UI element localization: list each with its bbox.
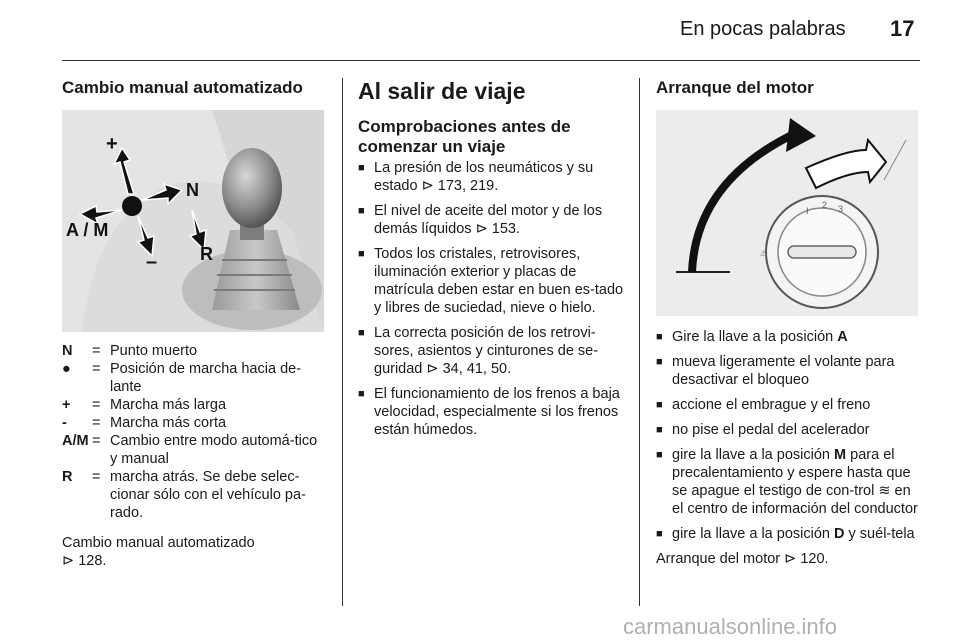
legend-row — [62, 432, 327, 468]
start-step: ■ mueva ligeramente el volante para desactivar el bloqueo — [656, 353, 922, 389]
ignition-diagram — [656, 110, 918, 316]
engine-start-reference: Arranque del motor ⊳ 120. — [656, 551, 829, 567]
middle-column — [358, 78, 626, 446]
svg-text:2: 2 — [822, 200, 828, 210]
column-divider-1 — [342, 78, 343, 606]
key-position: A — [837, 329, 848, 345]
legend-row — [62, 396, 327, 414]
neutral-label: N — [186, 180, 199, 200]
legend-symbol: ● — [62, 361, 71, 377]
section-heading-trip: Al salir de viaje — [358, 78, 526, 104]
legend-equals: = — [92, 433, 101, 449]
am-label: A / M — [66, 220, 109, 240]
minus-label: – — [146, 251, 158, 273]
legend-text: marcha atrás. Se debe selec-cionar sólo con el vehículo pa-rado. — [110, 469, 306, 521]
legend-equals: = — [92, 361, 101, 377]
check-item: ■ Todos los cristales, retrovisores, iluminación exterior y placas de matrícula deben estar en buen es-tado y libres de suciedad, nieve o hielo. — [358, 245, 626, 317]
watermark-text: carmanualsonline.info — [623, 614, 838, 639]
legend-text: Marcha más larga — [110, 397, 227, 413]
page-reference: 153. — [491, 221, 520, 237]
gear-lever-diagram — [62, 110, 324, 332]
legend-symbol: + — [62, 397, 71, 413]
start-step: ■ Gire la llave a la posición A — [656, 328, 922, 346]
check-item: ■ La presión de los neumáticos y su estado ⊳ 173, 219. — [358, 159, 626, 195]
start-step: ■ gire la llave a la posición D y suél-tela — [656, 525, 922, 543]
start-step: ■ gire la llave a la posición M para el precalentamiento y espere hasta que se apague el testigo de con-trol ≋ en el centro de información del conductor — [656, 446, 922, 518]
legend-symbol: - — [62, 415, 67, 431]
svg-text:⚠: ⚠ — [760, 249, 768, 258]
page-reference: 120. — [800, 551, 829, 567]
legend-row — [62, 414, 327, 432]
subheading-checks: Comprobaciones antes de comenzar un viaje — [358, 117, 571, 156]
svg-text:3: 3 — [838, 204, 844, 214]
check-item: ■ La correcta posición de los retrovi-sores, asientos y cinturones de se-guridad ⊳ 34, 41, 50. — [358, 324, 626, 378]
running-header: En pocas palabras — [680, 18, 846, 40]
legend-symbol: A/M — [62, 433, 89, 449]
ref-glyph: ⊳ — [62, 553, 75, 569]
legend-symbol: N — [62, 343, 73, 359]
page-reference: 128. — [78, 553, 107, 569]
reverse-label: R — [200, 244, 213, 264]
legend-row — [62, 360, 327, 396]
ref-glyph: ⊳ — [426, 361, 439, 377]
start-step: ■ accione el embrague y el freno — [656, 396, 922, 414]
legend-row — [62, 342, 327, 360]
gearshift-reference: Cambio manual automatizado ⊳ 128. — [62, 535, 255, 569]
ref-glyph: ⊳ — [421, 178, 434, 194]
right-column — [656, 78, 922, 568]
ref-glyph: ⊳ — [784, 551, 797, 567]
legend-equals: = — [92, 343, 101, 359]
legend-row — [62, 468, 327, 522]
page-reference: 173, 219. — [437, 178, 499, 194]
legend-text: Cambio entre modo automá-tico y manual — [110, 433, 318, 467]
ignition-illustration — [656, 110, 918, 316]
legend-equals: = — [92, 469, 101, 485]
legend-text: Posición de marcha hacia de-lante — [110, 361, 302, 395]
check-item: ■ El nivel de aceite del motor y de los demás líquidos ⊳ 153. — [358, 202, 626, 238]
legend-text: Punto muerto — [110, 343, 198, 359]
legend-symbol: R — [62, 469, 73, 485]
column-divider-2 — [639, 78, 640, 606]
plus-label: + — [106, 133, 118, 155]
left-column — [62, 78, 327, 570]
checks-list — [358, 159, 626, 439]
gearshift-illustration — [62, 110, 324, 332]
page-number: 17 — [890, 16, 915, 41]
check-item: ■ El funcionamiento de los frenos a baja velocidad, especialmente si los frenos están húmedos. — [358, 385, 626, 439]
svg-text:I: I — [806, 206, 809, 216]
section-heading-gearshift: Cambio manual automatizado — [62, 78, 303, 97]
ref-glyph: ⊳ — [475, 221, 488, 237]
legend-equals: = — [92, 415, 101, 431]
legend-text: Marcha más corta — [110, 415, 227, 431]
legend-list — [62, 342, 327, 522]
key-position: M — [834, 447, 847, 463]
legend-equals: = — [92, 397, 101, 413]
header-divider — [62, 60, 920, 61]
start-steps-list — [656, 328, 922, 543]
key-position: D — [834, 526, 845, 542]
section-heading-engine-start: Arranque del motor — [656, 78, 814, 97]
start-step: ■ no pise el pedal del acelerador — [656, 421, 922, 439]
page-reference: 34, 41, 50. — [442, 361, 512, 377]
